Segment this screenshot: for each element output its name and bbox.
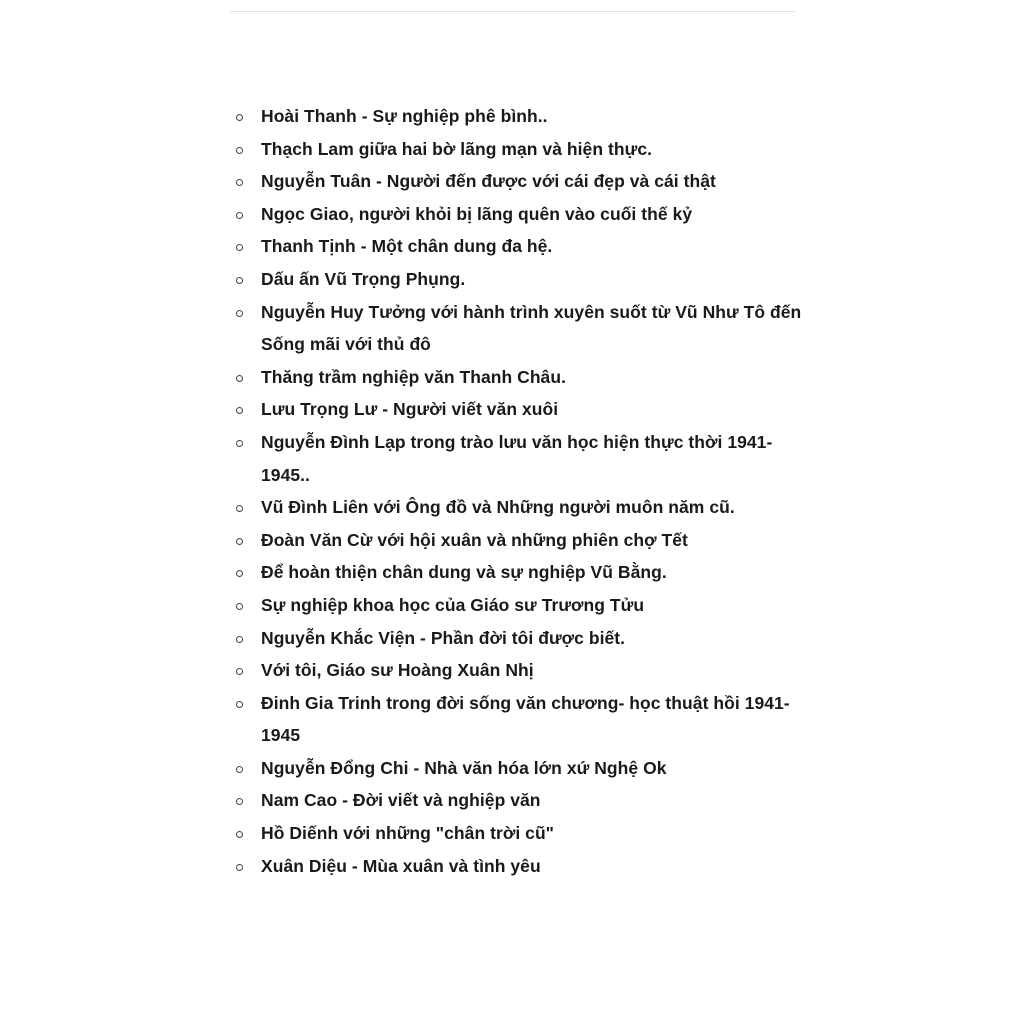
- circle-bullet-icon: [236, 179, 243, 186]
- list-item-text: Với tôi, Giáo sư Hoàng Xuân Nhị: [261, 660, 534, 681]
- list-item: [232, 622, 802, 655]
- circle-bullet-icon: [236, 310, 243, 317]
- circle-bullet-icon: [236, 701, 243, 708]
- circle-bullet-icon: [236, 147, 243, 154]
- list-item: [232, 784, 802, 817]
- top-divider: [230, 11, 795, 12]
- list-item-text: Nguyễn Khắc Viện - Phần đời tôi được biết.: [261, 627, 626, 648]
- list-item-text: Nguyễn Huy Tưởng với hành trình xuyên suốt từ Vũ Như Tô đến Sống mãi với thủ đô: [261, 301, 802, 355]
- circle-bullet-icon: [236, 114, 243, 121]
- list-item-text: Thăng trầm nghiệp văn Thanh Châu.: [261, 366, 566, 387]
- list-item: [232, 198, 802, 231]
- list-item-text: Sự nghiệp khoa học của Giáo sư Trương Tửu: [261, 594, 645, 615]
- circle-bullet-icon: [236, 407, 243, 414]
- list-item-text: Nam Cao - Đời viết và nghiệp văn: [261, 790, 541, 811]
- list-item-text: Để hoàn thiện chân dung và sự nghiệp Vũ Bằng.: [261, 562, 667, 583]
- list-item-text: Vũ Đình Liên với Ông đồ và Những người muôn năm cũ.: [261, 497, 735, 518]
- list-item-text: Đinh Gia Trinh trong đời sống văn chương- học thuật hồi 1941-1945: [261, 692, 790, 746]
- circle-bullet-icon: [236, 375, 243, 382]
- table-of-contents: [232, 100, 802, 882]
- list-item-text: Thanh Tịnh - Một chân dung đa hệ.: [261, 236, 553, 257]
- circle-bullet-icon: [236, 244, 243, 251]
- list-item: [232, 817, 802, 850]
- list-item-text: Nguyễn Đình Lạp trong trào lưu văn học hiện thực thời 1941-1945..: [261, 431, 773, 485]
- list-item: [232, 752, 802, 785]
- list-item-text: Nguyễn Tuân - Người đến được với cái đẹp và cái thật: [261, 171, 716, 192]
- list-item-text: Dấu ấn Vũ Trọng Phụng.: [261, 268, 466, 289]
- list-item: [232, 426, 802, 491]
- circle-bullet-icon: [236, 440, 243, 447]
- list-item-text: Hồ Diếnh với những "chân trời cũ": [261, 823, 555, 844]
- list-item-text: Nguyễn Đổng Chi - Nhà văn hóa lớn xứ Nghệ Ok: [261, 757, 667, 778]
- list-item: [232, 393, 802, 426]
- circle-bullet-icon: [236, 212, 243, 219]
- list-item: [232, 165, 802, 198]
- circle-bullet-icon: [236, 636, 243, 643]
- circle-bullet-icon: [236, 798, 243, 805]
- circle-bullet-icon: [236, 505, 243, 512]
- list-item: [232, 100, 802, 133]
- circle-bullet-icon: [236, 766, 243, 773]
- list-item-text: Đoàn Văn Cừ với hội xuân và những phiên chợ Tết: [261, 529, 688, 550]
- circle-bullet-icon: [236, 831, 243, 838]
- list-item: [232, 133, 802, 166]
- list-item: [232, 687, 802, 752]
- list-item: [232, 524, 802, 557]
- list-item-text: Thạch Lam giữa hai bờ lãng mạn và hiện thực.: [261, 138, 653, 159]
- circle-bullet-icon: [236, 570, 243, 577]
- list-item: [232, 850, 802, 883]
- list-item: [232, 230, 802, 263]
- circle-bullet-icon: [236, 538, 243, 545]
- list-item: [232, 654, 802, 687]
- list-item: [232, 361, 802, 394]
- list-item: [232, 491, 802, 524]
- list-item-text: Hoài Thanh - Sự nghiệp phê bình..: [261, 106, 548, 126]
- list-item: [232, 296, 802, 361]
- circle-bullet-icon: [236, 668, 243, 675]
- list-item-text: Xuân Diệu - Mùa xuân và tình yêu: [261, 855, 541, 876]
- list-item: [232, 556, 802, 589]
- list-item: [232, 263, 802, 296]
- circle-bullet-icon: [236, 603, 243, 610]
- list-item: [232, 589, 802, 622]
- circle-bullet-icon: [236, 277, 243, 284]
- list-item-text: Ngọc Giao, người khỏi bị lãng quên vào cuối thế kỷ: [261, 203, 693, 224]
- list-item-text: Lưu Trọng Lư - Người viết văn xuôi: [261, 399, 559, 420]
- circle-bullet-icon: [236, 864, 243, 871]
